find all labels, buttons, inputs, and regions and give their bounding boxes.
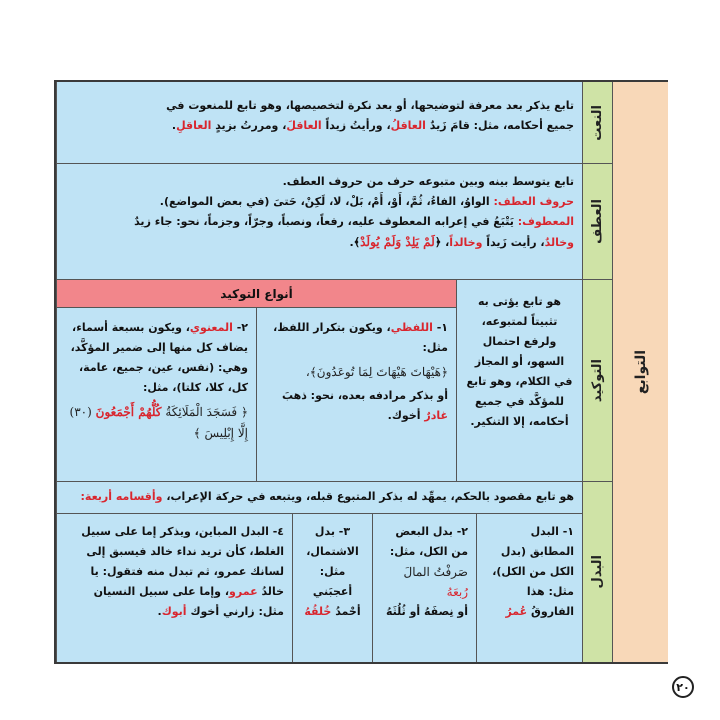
manawi-title: المعنوي (189, 321, 233, 334)
badal-2-example: صَرفْتُ المالَ (403, 565, 468, 579)
tawkeed-types-header-text: أنواع التوكيد (220, 286, 293, 301)
manawi-verse (65, 402, 248, 444)
tawabi-table (54, 80, 668, 664)
badal-4-text-2: ، وإما على سبيل النسيان مثل: زارني أخوك (93, 585, 284, 618)
atf-maatoof-title: المعطوف: (517, 215, 574, 228)
badal-4-number: ٤- (268, 525, 284, 538)
manawi-verse-number: (٣٠) (69, 405, 92, 419)
naat-example-text: جميع أحكامه، مثل: قامَ زَيدٌ (429, 119, 574, 132)
badal-type-4 (56, 514, 292, 662)
naat-label-cell (582, 82, 612, 164)
badal-1-example: هذا الفاروقُ (526, 585, 574, 618)
badal-label-cell (582, 482, 612, 662)
tawkeed-manawi-cell (56, 308, 256, 482)
manawi-verse-b: إِلَّا إِبْلِيسَ ﴾ (193, 426, 248, 440)
tawkeed-label-cell (582, 280, 612, 482)
naat-example-1: العاقلُ (390, 119, 426, 132)
badal-type-1 (476, 514, 582, 662)
atf-maatoof-text: يَتْبَعُ في إعرابه المعطوف عليه، رفعاً، ونصباً، وجرّاً، وجزماً، نحو: جاء زيدٌ (134, 215, 514, 228)
badal-2-text: ، مثل: (389, 545, 424, 558)
naat-line-2 (65, 116, 574, 136)
tawkeed-definition (456, 280, 582, 482)
main-title: التوابع (632, 349, 649, 395)
atf-definition (56, 164, 582, 280)
tawkeed-lafzi-cell (256, 308, 456, 482)
atf-example-b: وخالداً (449, 236, 483, 249)
badal-3-number: ٣- (334, 525, 351, 538)
tawkeed-definition-text: هو تابع يؤتى به تثبيتاً لمتبوعه، ولرفع احتمال السهو، أو المجاز في الكلام، وهو تابع للمؤكَّد في جميع أحكامه، إلا التنكير. (466, 295, 573, 428)
manawi-text: ، ويكون بسبعة أسماء، يضاف كل منها إلى ضمير المؤكَّد، وهي: (نفس، عين، جميع، عامة، كل، كلا، كلتا)، مثل: (70, 321, 248, 394)
atf-verse-close: ﴾. (349, 236, 361, 249)
badal-type-3 (292, 514, 372, 662)
lafzi-example: غادرٌ (424, 409, 448, 422)
atf-line-1: تابع يتوسط بينه وبين متبوعه حرف من حروف العطف. (282, 175, 574, 188)
badal-label: البدل (590, 555, 605, 589)
atf-example-a: وخالدٌ (544, 236, 574, 249)
badal-2-title: بدل البعض من الكل (395, 525, 468, 558)
badal-4-example-red-1: عمرو (229, 585, 258, 598)
tawkeed-types-header (56, 280, 456, 308)
atf-example-text: ، رأيت زَيداً (486, 236, 545, 249)
badal-type-2 (372, 514, 476, 662)
badal-3-example-red: خُلقُهُ (304, 605, 332, 618)
lafzi-end: أخوك. (387, 409, 421, 422)
badal-1-text: (بدل الكل من الكل)، مثل: (492, 545, 574, 598)
naat-example-3: العاقلِ (176, 119, 212, 132)
atf-examples-line (65, 232, 574, 253)
lafzi-title: اللفظي (390, 321, 433, 334)
atf-letters: الواوُ، الفاءُ، ثُمَّ، أَوْ، أَمْ، بَلْ، لا، لَكِنْ، حَتىَ (في بعض المواضع). (159, 195, 490, 208)
badal-3-title: بدل الاشتمال (310, 525, 359, 558)
atf-label: العطف (590, 199, 605, 244)
lafzi-verse: ﴿هَيْهَاتَ هَيْهَاتَ لِمَا تُوعَدُونَ﴾، (305, 365, 448, 379)
badal-1-example-red: عُمرُ (505, 605, 528, 618)
badal-1-number: ١- (558, 525, 574, 538)
badal-4-end: . (157, 605, 162, 618)
naat-example-2: العاقلَ (286, 119, 322, 132)
manawi-verse-red: كُلُّهُمْ أَجْمَعُونَ (95, 405, 162, 419)
badal-4-title: البدل المباين (198, 525, 269, 538)
manawi-number: ٢- (232, 321, 248, 334)
lafzi-number: ١- (432, 321, 448, 334)
naat-label: النعت (590, 104, 605, 141)
badal-definition (56, 482, 582, 514)
badal-types-count: وأقسامه أربعة: (80, 490, 163, 503)
lafzi-text: ، ويكون بتكرار اللفظ، مثل: (273, 321, 448, 354)
badal-2-example-line (381, 562, 468, 602)
atf-letters-line (65, 192, 574, 212)
page-number: ٢٠ (672, 676, 694, 698)
naat-line-1: تابع يذكر بعد معرفة لتوضيحها، أو بعد نكرة لتخصيصها، وهو تابع للمنعوت في (166, 99, 574, 112)
manawi-verse-a: ﴿ فَسَجَدَ الْمَلَائِكَةُ (165, 405, 248, 419)
badal-4-text: ، ويذكر إما على سبيل الغلط، كأن تريد نداء خالد فيسبق إلى لسانك عمرو، ثم تبدل منه فتقول: يا خالدُ (81, 525, 284, 598)
main-title-column (612, 82, 668, 662)
atf-maatoof-line (65, 212, 574, 232)
atf-letters-title: حروف العطف: (493, 195, 574, 208)
lafzi-text-2: أو بذكر مرادفه بعده، نحو: ذهبَ (281, 389, 448, 402)
badal-2-number: ٢- (452, 525, 468, 538)
atf-verse: لَمْ يَلِدْ وَلَمْ يُولَدْ (360, 235, 435, 249)
naat-definition (56, 82, 582, 164)
atf-label-cell (582, 164, 612, 280)
badal-2-example-red: رُبعَهُ (446, 585, 468, 599)
naat-example-text: ، ورأيتُ زيداً (325, 119, 391, 132)
badal-3-text: ، مثل: أعجبَني أحْمدُ (306, 545, 361, 618)
naat-example-text: ، ومررتُ بزيدٍ (215, 119, 287, 132)
atf-verse-open: ، ﴿ (434, 236, 450, 249)
badal-1-title: البدل المطابق (529, 525, 574, 558)
badal-2-end: أو نِصفَهُ أو ثُلُثَهُ (385, 605, 468, 618)
tawkeed-label: التوكيد (590, 358, 605, 403)
badal-definition-text: هو تابع مقصود بالحكم، يمهِّد له بذكر المتبوع قبله، ويتبعه في حركة الإعراب، (166, 490, 574, 503)
naat-period: . (171, 119, 177, 132)
badal-4-example-red-2: أبوك (161, 605, 187, 618)
